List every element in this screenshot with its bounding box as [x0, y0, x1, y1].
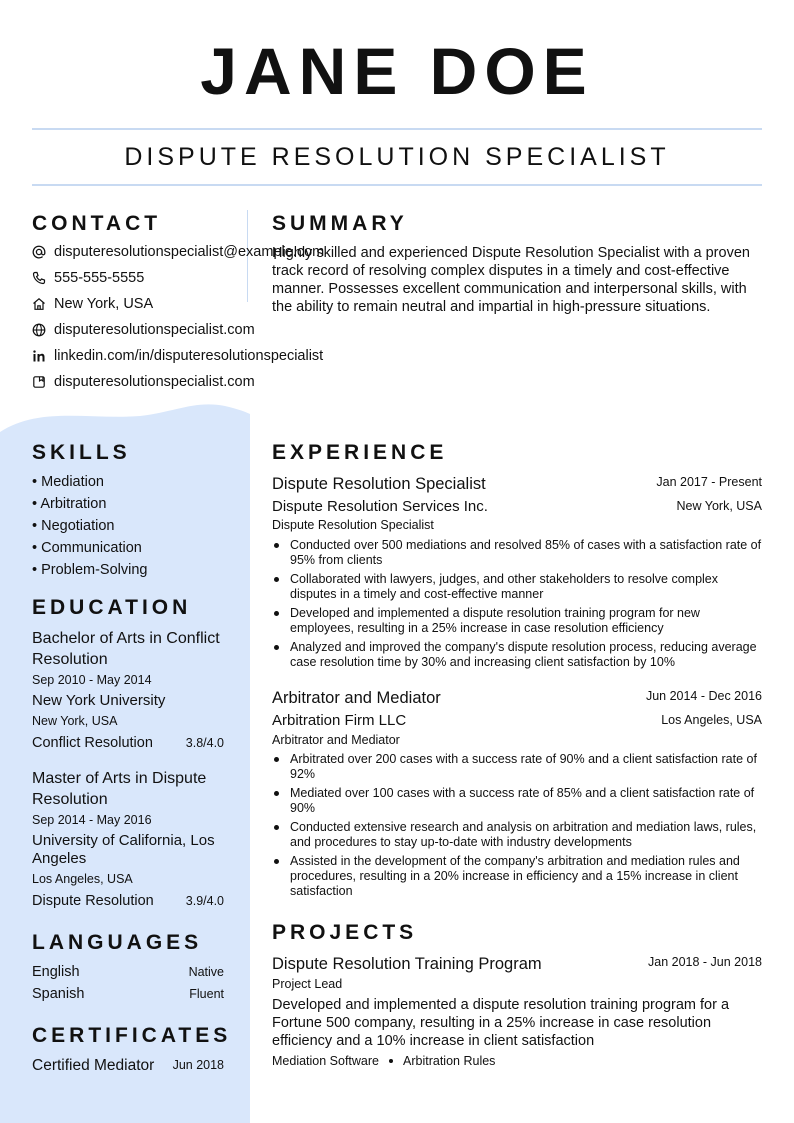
contact-location-text: New York, USA — [54, 296, 154, 312]
contact-portfolio[interactable] — [32, 373, 255, 391]
project-name: Dispute Resolution Training Program — [272, 955, 542, 973]
education-field: Dispute Resolution — [32, 893, 154, 909]
job-bullet — [290, 606, 762, 636]
contact-email-text: disputeresolutionspecialist@example.com — [54, 244, 325, 260]
summary-heading: SUMMARY — [272, 212, 408, 235]
certificates-heading: CERTIFICATES — [32, 1024, 232, 1047]
job-location: Los Angeles, USA — [661, 713, 762, 727]
skill-item: • Communication — [32, 540, 142, 556]
project-role: Project Lead — [272, 977, 343, 991]
job-bullet — [290, 820, 762, 850]
languages-heading: LANGUAGES — [32, 931, 203, 954]
job-bullet — [290, 640, 762, 670]
job-company: Dispute Resolution Services Inc. — [272, 498, 488, 515]
job-bullet-text: Analyzed and improved the company's dispute resolution process, reducing average case resolution time by 30% and increasing client satisfaction by 10% — [290, 640, 757, 669]
experience-heading: EXPERIENCE — [272, 441, 448, 464]
contact-location — [32, 295, 153, 313]
contact-linkedin[interactable] — [32, 347, 323, 365]
job-title: Arbitrator and Mediator — [272, 689, 441, 707]
skill-item: • Arbitration — [32, 496, 107, 512]
tag-separator — [389, 1059, 393, 1063]
job-bullet-text: Mediated over 100 cases with a success rate of 85% and a client satisfaction rate of 90% — [290, 786, 755, 815]
header-rule-bottom — [32, 184, 762, 186]
job-role: Dispute Resolution Specialist — [272, 518, 434, 532]
job-dates: Jun 2014 - Dec 2016 — [645, 689, 762, 703]
job-bullet — [290, 854, 762, 899]
job-role: Arbitrator and Mediator — [272, 733, 400, 747]
job-title-heading: DISPUTE RESOLUTION SPECIALIST — [124, 143, 670, 171]
project-tag: Arbitration Rules — [403, 1054, 496, 1068]
job-bullet — [290, 572, 762, 602]
candidate-name: JANE DOE — [200, 34, 594, 108]
job-location: New York, USA — [676, 499, 762, 513]
skill-label: Negotiation — [41, 518, 115, 534]
education-degree: Bachelor of Arts in Conflict Resolution — [32, 630, 220, 668]
language-level: Fluent — [189, 987, 224, 1001]
home-icon — [32, 297, 46, 311]
job-title: Dispute Resolution Specialist — [272, 475, 486, 493]
education-gpa: 3.9/4.0 — [185, 894, 224, 908]
job-bullet-text: Collaborated with lawyers, judges, and other stakeholders to resolve complex disputes in a timely and cost-effective manner — [290, 572, 719, 601]
job-company: Arbitration Firm LLC — [272, 712, 407, 729]
certificate-name: Certified Mediator — [32, 1057, 155, 1074]
summary-text: Highly skilled and experienced Dispute Resolution Specialist with a proven track record of resolving complex disputes in a timely and cost-effective manner. Possesses excellent communication and interpersonal skills, with the ability to remain neutral and impartial in high-pressure situations. — [272, 245, 750, 315]
education-gpa: 3.8/4.0 — [185, 736, 224, 750]
language-level: Native — [188, 965, 224, 979]
education-location: New York, USA — [32, 714, 118, 728]
contact-website[interactable] — [32, 321, 255, 339]
job-bullet — [290, 752, 762, 782]
skill-item: • Mediation — [32, 474, 104, 490]
education-heading: EDUCATION — [32, 596, 192, 619]
portfolio-icon — [32, 375, 46, 389]
education-degree: Master of Arts in Dispute Resolution — [32, 770, 207, 808]
skill-label: Arbitration — [40, 496, 107, 512]
skill-label: Communication — [41, 540, 142, 556]
contact-portfolio-text: disputeresolutionspecialist.com — [54, 374, 255, 390]
header-rule-top — [32, 128, 762, 130]
education-dates: Sep 2014 - May 2016 — [32, 813, 152, 827]
job-bullet-text: Developed and implemented a dispute resolution training program for new employees, resulting in a 25% increase in case resolution efficiency — [290, 606, 700, 635]
language-name: Spanish — [32, 986, 85, 1002]
job-bullet-text: Conducted over 500 mediations and resolved 85% of cases with a satisfaction rate of 95% from clients — [290, 538, 762, 567]
job-bullet — [290, 538, 762, 568]
linkedin-icon — [32, 349, 46, 363]
education-school: New York University — [32, 692, 166, 709]
contact-phone-text: 555-555-5555 — [54, 270, 145, 286]
at-icon — [32, 245, 46, 259]
education-location: Los Angeles, USA — [32, 872, 133, 886]
job-bullet-text: Conducted extensive research and analysis on arbitration and mediation laws, rules, and procedures to stay up-to-date with industry developments — [290, 820, 757, 849]
skill-label: Mediation — [41, 474, 104, 490]
skill-item: • Problem-Solving — [32, 562, 148, 578]
contact-website-text: disputeresolutionspecialist.com — [54, 322, 255, 338]
education-field: Conflict Resolution — [32, 735, 153, 751]
job-bullet-text: Arbitrated over 200 cases with a success rate of 90% and a client satisfaction rate of 92% — [290, 752, 757, 781]
certificate-date: Jun 2018 — [172, 1058, 224, 1072]
project-dates: Jan 2018 - Jun 2018 — [648, 955, 762, 969]
skills-heading: SKILLS — [32, 441, 131, 464]
projects-heading: PROJECTS — [272, 921, 418, 944]
project-tags — [272, 1054, 495, 1068]
contact-phone[interactable] — [32, 269, 144, 287]
skill-label: Problem-Solving — [41, 562, 148, 578]
education-dates: Sep 2010 - May 2014 — [32, 673, 152, 687]
contact-heading: CONTACT — [32, 212, 162, 235]
skill-item: • Negotiation — [32, 518, 115, 534]
globe-icon — [32, 323, 46, 337]
project-tag: Mediation Software — [272, 1054, 380, 1068]
phone-icon — [32, 271, 46, 285]
language-name: English — [32, 964, 80, 980]
education-school: University of California, Los Angeles — [32, 832, 215, 867]
project-description: Developed and implemented a dispute resolution training program for a Fortune 500 company, resulting in a 25% increase in case resolution efficiency and a 10% increase in client satisfaction — [272, 997, 730, 1049]
job-dates: Jan 2017 - Present — [656, 475, 762, 489]
job-bullet-text: Assisted in the development of the company's arbitration and mediation rules and procedures, resulting in a 20% increase in efficiency and a 15% increase in client satisfaction — [290, 854, 740, 898]
job-bullet — [290, 786, 762, 816]
contact-linkedin-text: linkedin.com/in/disputeresolutionspecialist — [54, 348, 324, 364]
